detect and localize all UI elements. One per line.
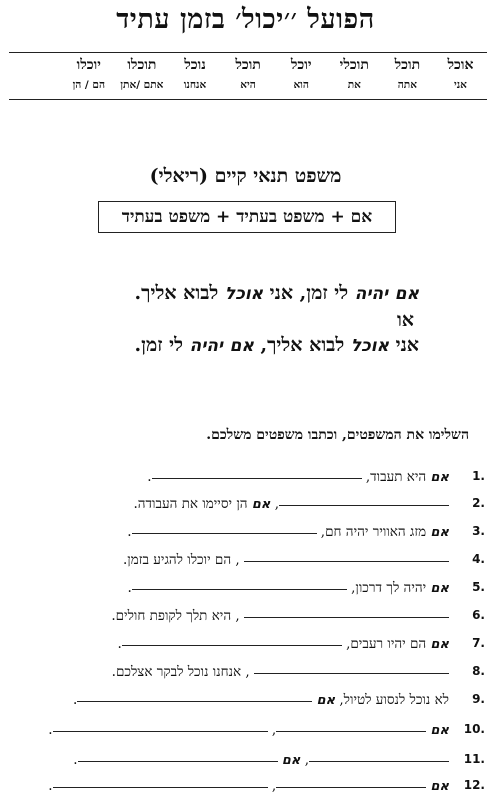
im-word: אם <box>251 497 271 512</box>
exercise-text: הם יהיו רעבים <box>350 636 427 652</box>
im-word: אם <box>430 723 449 738</box>
example-text: לבוא אליך, <box>260 334 345 356</box>
period: . <box>127 580 132 596</box>
exercise-item <box>0 778 491 800</box>
pronoun-cell: את <box>347 79 361 91</box>
exercise-number: 2. <box>472 496 485 510</box>
exercise-item <box>0 692 491 714</box>
form-cell: נוכל <box>184 57 206 73</box>
comma: , <box>365 469 371 485</box>
exercise-sentence <box>127 524 449 540</box>
answer-blank[interactable] <box>276 730 426 732</box>
section-subtitle: משפט תנאי קיים (ריאלי) <box>149 165 342 187</box>
exercise-item <box>0 752 491 774</box>
exercise-sentence <box>147 469 449 485</box>
period: . <box>127 524 132 540</box>
example-verb: אוכל <box>350 336 389 356</box>
example-sentence-1 <box>135 282 419 305</box>
exercise-sentence <box>128 580 449 596</box>
page-title: הפועל ׳׳יכול׳ בזמן עתיד <box>116 4 375 35</box>
answer-blank[interactable] <box>276 786 426 788</box>
example-sentence-2 <box>135 334 420 357</box>
exercise-item <box>0 608 491 630</box>
exercise-sentence <box>123 552 449 568</box>
im-word: אם <box>316 693 336 708</box>
exercise-text: , הם יוכלו להגיע בזמן. <box>122 552 240 568</box>
pronoun-cell: הם / הן <box>72 79 106 91</box>
pronoun-cell: אתם /אתן <box>120 79 164 91</box>
exercise-text: לא נוכל לנסוע לטיול, <box>339 692 449 708</box>
im-word: אם <box>430 525 449 540</box>
pronoun-cell: הוא <box>293 79 309 91</box>
exercise-item <box>0 469 491 491</box>
exercise-instruction: השלימו את המשפטים, וכתבו משפטים משלכם. <box>206 427 469 443</box>
exercise-number: 1. <box>472 469 485 483</box>
exercise-sentence <box>73 692 449 708</box>
exercise-item <box>0 580 491 602</box>
exercise-number: 4. <box>472 552 485 566</box>
exercise-number: 3. <box>472 524 485 538</box>
answer-blank[interactable] <box>77 700 312 702</box>
conjugation-pronouns-row <box>9 79 487 91</box>
comma: , <box>304 752 309 768</box>
form-cell: תוכלי <box>339 57 369 73</box>
period: . <box>147 469 152 485</box>
answer-blank[interactable] <box>152 477 362 479</box>
im-word: אם <box>281 753 301 768</box>
example-verb: אוכל <box>224 284 264 304</box>
answer-blank[interactable] <box>244 560 449 562</box>
answer-blank[interactable] <box>78 760 278 762</box>
period: . <box>48 778 53 794</box>
answer-blank[interactable] <box>309 760 449 762</box>
example-im: אם <box>229 336 254 356</box>
exercise-text: יהיה לך דרכון <box>355 580 427 596</box>
exercise-number: 6. <box>472 608 485 622</box>
example-verb: יהיה <box>354 284 389 304</box>
exercise-text: הן יסיימו את העבודה. <box>133 496 248 512</box>
answer-blank[interactable] <box>244 616 449 618</box>
period: . <box>72 692 78 708</box>
example-text: אני <box>395 334 419 356</box>
conjugation-table <box>9 52 487 100</box>
exercise-item <box>0 496 491 518</box>
exercise-item <box>0 722 491 744</box>
example-text: לבוא אליך. <box>134 282 219 304</box>
comma: , <box>271 722 277 738</box>
exercise-number: 10. <box>463 722 485 736</box>
exercise-number: 5. <box>472 580 485 594</box>
exercise-number: 9. <box>472 692 485 706</box>
answer-blank[interactable] <box>279 504 449 506</box>
form-cell: אוכל <box>447 57 474 73</box>
exercise-number: 12. <box>463 778 485 792</box>
example-or: או <box>396 309 414 331</box>
exercise-number: 7. <box>472 636 485 650</box>
form-cell: יוכלו <box>76 57 101 73</box>
exercise-number: 11. <box>463 752 485 766</box>
exercise-item <box>0 664 491 686</box>
exercise-sentence <box>117 636 449 652</box>
answer-blank[interactable] <box>132 588 347 590</box>
period: . <box>48 722 53 738</box>
answer-blank[interactable] <box>53 786 268 788</box>
period: . <box>117 636 122 652</box>
im-word: אם <box>430 581 449 596</box>
exercise-item <box>0 552 491 574</box>
period: . <box>73 752 78 768</box>
answer-blank[interactable] <box>53 730 268 732</box>
example-text: לי זמן. <box>134 334 184 356</box>
exercise-sentence <box>73 752 449 768</box>
comma: , <box>351 580 356 596</box>
comma: , <box>320 524 326 540</box>
comma: , <box>271 778 277 794</box>
exercise-number: 8. <box>472 664 485 678</box>
exercise-text: , היא תלך לקופת חולים. <box>111 608 240 624</box>
example-verb: יהיה <box>189 336 224 356</box>
im-word: אם <box>430 470 449 485</box>
exercise-item <box>0 524 491 546</box>
pronoun-cell: אתה <box>397 79 417 91</box>
form-cell: תוכל <box>394 57 421 73</box>
exercise-sentence <box>133 496 449 512</box>
answer-blank[interactable] <box>254 672 449 674</box>
answer-blank[interactable] <box>122 644 342 646</box>
formula-box: אם + משפט בעתיד + משפט בעתיד <box>98 201 396 233</box>
im-word: אם <box>430 779 449 794</box>
im-word: אם <box>430 637 449 652</box>
comma: , <box>274 496 279 512</box>
pronoun-cell: אנחנו <box>183 79 207 91</box>
example-text: לי זמן, אני <box>269 282 349 304</box>
exercise-text: היא תעבוד <box>370 469 427 485</box>
form-cell: יוכל <box>290 57 312 73</box>
form-cell: תוכלו <box>127 57 157 73</box>
pronoun-cell: אני <box>453 79 467 91</box>
exercise-sentence <box>48 722 449 738</box>
answer-blank[interactable] <box>132 532 317 534</box>
exercise-sentence <box>48 778 449 794</box>
pronoun-cell: היא <box>240 79 256 91</box>
form-cell: תוכל <box>235 57 261 73</box>
exercise-text: , אנחנו נוכל לבקר אצלכם. <box>111 664 250 680</box>
conjugation-forms-row <box>9 57 487 74</box>
example-im: אם <box>394 284 419 304</box>
exercise-sentence <box>112 664 449 680</box>
comma: , <box>346 636 351 652</box>
exercise-sentence <box>111 608 449 624</box>
exercise-item <box>0 636 491 658</box>
exercise-text: מזג האוויר יהיה חם <box>325 524 427 540</box>
